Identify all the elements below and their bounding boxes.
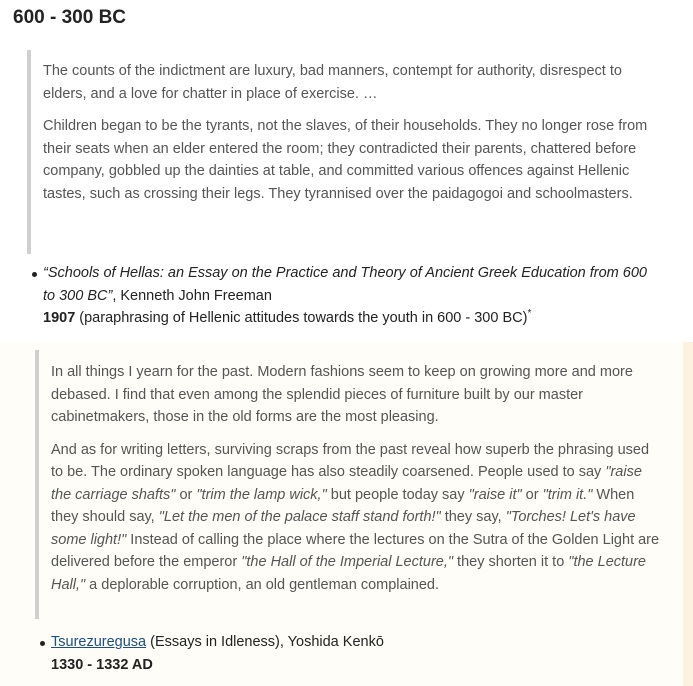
footnote-marker[interactable]: * bbox=[527, 308, 532, 320]
blockquote-kenko bbox=[35, 350, 661, 619]
citation-author: , Kenneth John Freeman bbox=[112, 287, 272, 304]
section-heading: 600 - 300 BC bbox=[13, 7, 127, 28]
quote-paragraph: The counts of the indictment are luxury, bad manners, contempt for authority, disrespect to elders, and a love for chatter in place of exercise. … bbox=[43, 63, 622, 102]
quote-paragraph: And as for writing letters, surviving scraps from the past reveal how superb the phrasing used to be. The ordinary spoken language has also steadily coarsened. People used to say "raise the carriage shafts" or "trim the lamp wick," but people today say "raise it" or "trim it." When they should say, "Let the men of the palace staff stand forth!" they say, "Torches! Let's have some light!" Instead of calling the place where the lectures on the Sutra of the Golden Light are delivered before the emperor "the Hall of the Imperial Lecture," they shorten it to "the Lecture Hall," a deplorable corruption, an old gentleman complained. bbox=[51, 441, 660, 593]
citation-title: “Schools of Hellas: an Essay on the Practice and Theory of Ancient Greek Education from 600 to 300 BC” bbox=[43, 265, 647, 304]
blockquote-freeman bbox=[27, 50, 663, 254]
citation-kenko bbox=[51, 631, 651, 676]
citation-rest: (Essays in Idleness), Yoshida Kenkō bbox=[146, 634, 384, 650]
list-bullet bbox=[32, 272, 37, 277]
citation-year: 1330 - 1332 AD bbox=[51, 656, 153, 673]
quote-paragraph: In all things I yearn for the past. Modern fashions seem to keep on growing more and more debased. I find that even among the splendid pieces of furniture built by our master cabinetmakers, those in the old forms are the most pleasing. bbox=[51, 364, 633, 425]
tsurezuregusa-link[interactable]: Tsurezuregusa bbox=[51, 634, 147, 650]
right-margin-bar bbox=[683, 342, 693, 686]
citation-year: 1907 bbox=[43, 310, 76, 326]
list-bullet bbox=[40, 641, 45, 646]
quote-paragraph: Children began to be the tyrants, not the slaves, of their households. They no longer rose from their seats when an elder entered the room; they contradicted their parents, chattered before company, gobbled up the dainties at table, and committed various offences against Hellenic tastes, such as crossing their legs. They tyrannised over the paidagogoi and schoolmasters. bbox=[43, 118, 648, 202]
citation-note: (paraphrasing of Hellenic attitudes towards the youth in 600 - 300 BC) bbox=[75, 310, 528, 326]
citation-freeman bbox=[43, 262, 663, 330]
